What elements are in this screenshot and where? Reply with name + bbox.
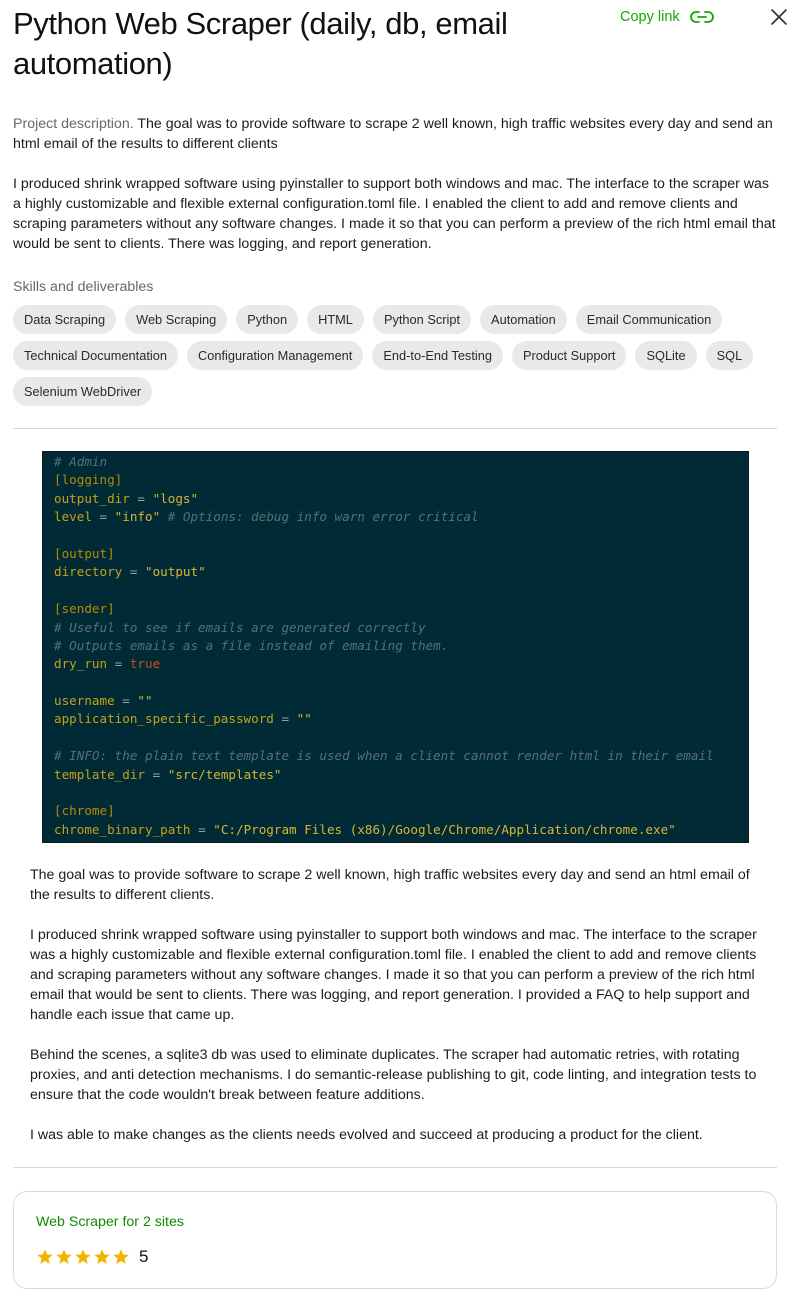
code-token: application_specific_password: [54, 711, 274, 727]
rating-value: 5: [139, 1247, 149, 1266]
code-line: [54, 582, 748, 600]
skill-chip[interactable]: Selenium WebDriver: [13, 377, 152, 406]
code-line: [54, 784, 748, 802]
code-line: [54, 471, 748, 489]
skill-chip[interactable]: SQLite: [635, 341, 696, 370]
code-token: # Options: debug info warn error critical: [160, 509, 479, 525]
code-token: "": [137, 693, 153, 709]
code-token: [output]: [54, 545, 115, 561]
code-line: [54, 637, 748, 655]
body-paragraph-2: I produced shrink wrapped software using pyinstaller to support both windows and mac. The interface to the scraper was a highly customizable and flexible external configuration.toml file. I enabled the client to add and remove clients and scraping parameters without any software changes. I made it so that you can perform a preview of the rich html email that would be sent to clients. There was logging, and report generation. I provided a FAQ to help support and handle each issue that came up.: [30, 927, 757, 1023]
code-token: dry_run: [54, 656, 108, 672]
code-line: [54, 527, 748, 545]
star-rating: [36, 1247, 148, 1267]
description-details: I produced shrink wrapped software using pyinstaller to support both windows and mac. The interface to the scraper was a highly customizable and flexible external configuration.toml file. I enabled the client to add and remove clients and scraping parameters without any software changes. I made it so that you can perform a preview of the rich html email that would be sent to clients. There was logging, and report generation.: [13, 176, 776, 252]
code-line: [54, 747, 748, 765]
code-line: [54, 508, 748, 526]
code-token: [sender]: [54, 601, 115, 617]
code-line: [54, 674, 748, 692]
code-token: =: [114, 693, 138, 709]
star-icon: [55, 1248, 73, 1266]
skill-chip[interactable]: SQL: [706, 341, 754, 370]
code-token: "C:/Program Files (x86)/Google/Chrome/Application/chrome.exe": [213, 821, 676, 837]
code-line: [54, 490, 748, 508]
code-line: [54, 600, 748, 618]
code-token: "output": [145, 564, 206, 580]
code-token: "info": [114, 509, 161, 525]
code-line: [54, 802, 748, 820]
description-label: Project description.: [13, 116, 134, 132]
code-sample-image: [42, 451, 749, 843]
code-token: "src/templates": [167, 766, 282, 782]
code-line: [54, 453, 748, 471]
skill-chip[interactable]: Configuration Management: [187, 341, 363, 370]
skill-chip[interactable]: Automation: [480, 305, 567, 334]
code-token: =: [122, 564, 145, 580]
skills-list: [13, 305, 783, 406]
star-icon: [74, 1248, 92, 1266]
code-token: username: [54, 693, 115, 709]
code-token: chrome_binary_path: [54, 821, 191, 837]
project-description: [13, 114, 778, 154]
body-paragraph-3: Behind the scenes, a sqlite3 db was used to eliminate duplicates. The scraper had automatic retries, with rotating proxies, and anti detection mechanisms. I do semantic-release publishing to git, code linting, and integration tests to ensure that the code wouldn't break between feature additions.: [30, 1047, 757, 1103]
skill-chip[interactable]: Python Script: [373, 305, 471, 334]
skill-chip[interactable]: Email Communication: [576, 305, 722, 334]
code-token: # Useful to see if emails are generated correctly: [54, 619, 426, 635]
code-token: =: [129, 490, 153, 506]
code-line: [54, 563, 748, 581]
code-token: "": [296, 711, 312, 727]
code-token: =: [91, 509, 115, 525]
skill-chip[interactable]: Web Scraping: [125, 305, 227, 334]
code-line: [54, 692, 748, 710]
code-line: [54, 729, 748, 747]
code-line: [54, 545, 748, 563]
code-token: template_dir: [54, 766, 145, 782]
skill-chip[interactable]: Python: [236, 305, 298, 334]
copy-link-label: Copy link: [620, 9, 680, 25]
code-token: =: [273, 711, 297, 727]
code-line: [54, 619, 748, 637]
skill-chip[interactable]: Product Support: [512, 341, 626, 370]
code-token: level: [54, 509, 92, 525]
code-line: [54, 821, 748, 839]
code-token: [chrome]: [54, 803, 115, 819]
star-icon: [36, 1248, 54, 1266]
review-title-link[interactable]: Web Scraper for 2 sites: [36, 1214, 184, 1230]
description-summary: The goal was to provide software to scrape 2 well known, high traffic websites every day and send an html email of the results to different clients: [13, 116, 773, 152]
star-icon: [112, 1248, 130, 1266]
skill-chip[interactable]: Data Scraping: [13, 305, 116, 334]
code-token: =: [107, 656, 130, 672]
copy-link-button[interactable]: [620, 6, 714, 28]
star-icon: [93, 1248, 111, 1266]
code-token: # INFO: the plain text template is used when a client cannot render html in their email: [54, 748, 714, 764]
code-token: =: [145, 766, 168, 782]
divider-top: [13, 428, 777, 429]
body-paragraph-1: The goal was to provide software to scrape 2 well known, high traffic websites every day and send an html email of the results to different clients.: [30, 867, 750, 903]
close-icon: [770, 8, 788, 26]
skill-chip[interactable]: Technical Documentation: [13, 341, 178, 370]
code-line: [54, 655, 748, 673]
close-button[interactable]: [768, 6, 790, 28]
code-token: directory: [54, 564, 123, 580]
divider-bottom: [13, 1167, 777, 1168]
skill-chip[interactable]: HTML: [307, 305, 364, 334]
code-token: # Admin: [54, 454, 108, 469]
code-line: [54, 710, 748, 728]
skills-heading: Skills and deliverables: [13, 279, 154, 295]
page-title: Python Web Scraper (daily, db, email automation): [13, 6, 508, 81]
body-paragraph-4: I was able to make changes as the clients needs evolved and succeed at producing a product for the client.: [30, 1127, 703, 1143]
skill-chip[interactable]: End-to-End Testing: [372, 341, 503, 370]
code-token: =: [190, 821, 214, 837]
code-token: true: [129, 656, 161, 672]
link-icon: [690, 9, 714, 25]
code-token: # Outputs emails as a file instead of emailing them.: [54, 637, 449, 653]
project-body: [30, 865, 770, 1165]
code-line: [54, 766, 748, 784]
review-card: [13, 1191, 777, 1289]
code-token: [logging]: [54, 472, 123, 488]
code-token: "logs": [152, 490, 199, 506]
code-token: output_dir: [54, 490, 130, 506]
